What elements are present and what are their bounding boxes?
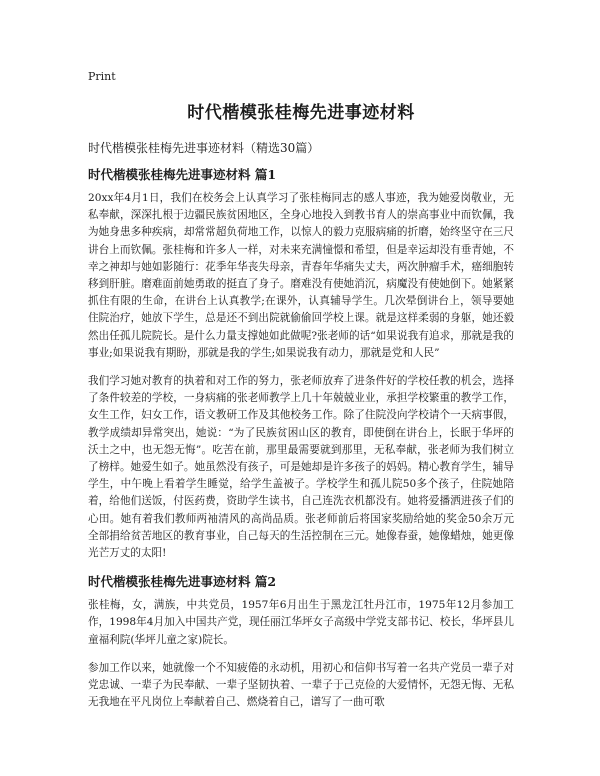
document-subtitle: 时代楷模张桂梅先进事迹材料（精选30篇）: [88, 141, 320, 155]
paragraph: 参加工作以来，她就像一个不知疲倦的永动机，用初心和信仰书写着一名共产党员一辈子对党忠诚、一辈子为民奉献、一辈子坚韧执着、一辈子于己克俭的大爱情怀，无怨无悔、无私无我地在平凡岗位上奉献着自己、燃烧着自己，谱写了一曲可歌: [88, 661, 514, 709]
paragraph: 我们学习她对教育的执着和对工作的努力，张老师放弃了进条件好的学校任教的机会，选择了条件较差的学校，一身病痛的张老师教学上几十年兢兢业业，承担学校繁重的教学工作，女生工作，妇女工作，语文教研工作及其他校务工作。除了住院没向学校请个一天病事假，教学成绩却异常突出，她说：“为了民族贫困山区的教育，即使倒在讲台上，长眠于华坪的沃土之中，也无怨无悔”。吃苦在前，那里最需要就到那里，无私奉献，张老师为我们树立了榜样。她爱生如子。她虽然没有孩子，可是她却是许多孩子的妈妈。精心教育学生，辅导学生，中午晚上看着学生睡觉，给学生盖被子。学校学生和孤儿院50多个孩子，住院她陪着，给他们送饭，付医药费，资助学生读书，自己连洗衣机都没有。她将爱播洒进孩子们的心田。她有着我们教师两袖清风的高尚品质。张老师前后将国家奖励给她的奖金50余万元全部捐给贫苦地区的教育事业，自己每天的生活控制在三元。她像春蚕，她像蜡烛，她更像光芒万丈的太阳!: [88, 375, 514, 560]
paragraph: 20xx年4月1日，我们在校务会上认真学习了张桂梅同志的感人事迹，我为她爱岗敬业，无私奉献，深深扎根于边疆民族贫困地区，全身心地投入到教书育人的崇高事业中而钦佩，我为她身患多种疾病，却常常超负荷地工作，以惊人的毅力克服病痛的折磨，始终坚守在三尺讲台上而钦佩。张桂梅和许多人一样，对未来充满憧憬和希望，但是幸运却没有垂青她，不幸之神却与她如影随行：花季年华丧失母亲，青春年华痛失丈夫，两次肿瘤手术，癌细胞转移到肝脏。磨难面前她勇敢的挺直了身子。磨难没有使她消沉，病魔没有使她倒下。她紧紧抓住有限的生命，在讲台上认真教学;在课外，认真辅导学生。几次晕倒讲台上，领导要她住院治疗，她放下学生，总是还不到出院就偷偷回学校上课。就是这样柔弱的身躯，她还毅然出任孤儿院院长。是什么力量支撑她如此做呢?张老师的话“如果说我有追求，那就是我的事业;如果说我有期盼，那就是我的学生;如果说我有动力，那就是党和人民”: [88, 192, 514, 359]
section-heading: 时代楷模张桂梅先进事迹材料 篇2: [88, 574, 277, 590]
section-2: [88, 573, 514, 711]
section-heading: 时代楷模张桂梅先进事迹材料 篇1: [88, 167, 277, 182]
document-title: 时代楷模张桂梅先进事迹材料: [187, 103, 415, 123]
paragraph: 张桂梅，女，满族，中共党员，1957年6月出生于黑龙江牡丹江市，1975年12月参加工作，1998年4月加入中国共产党，现任丽江华坪女子高级中学党支部书记、校长，华坪县儿童福利院(华坪儿童之家)院长。: [88, 599, 514, 646]
print-link[interactable]: Print: [88, 70, 116, 83]
section-1: [88, 166, 514, 562]
